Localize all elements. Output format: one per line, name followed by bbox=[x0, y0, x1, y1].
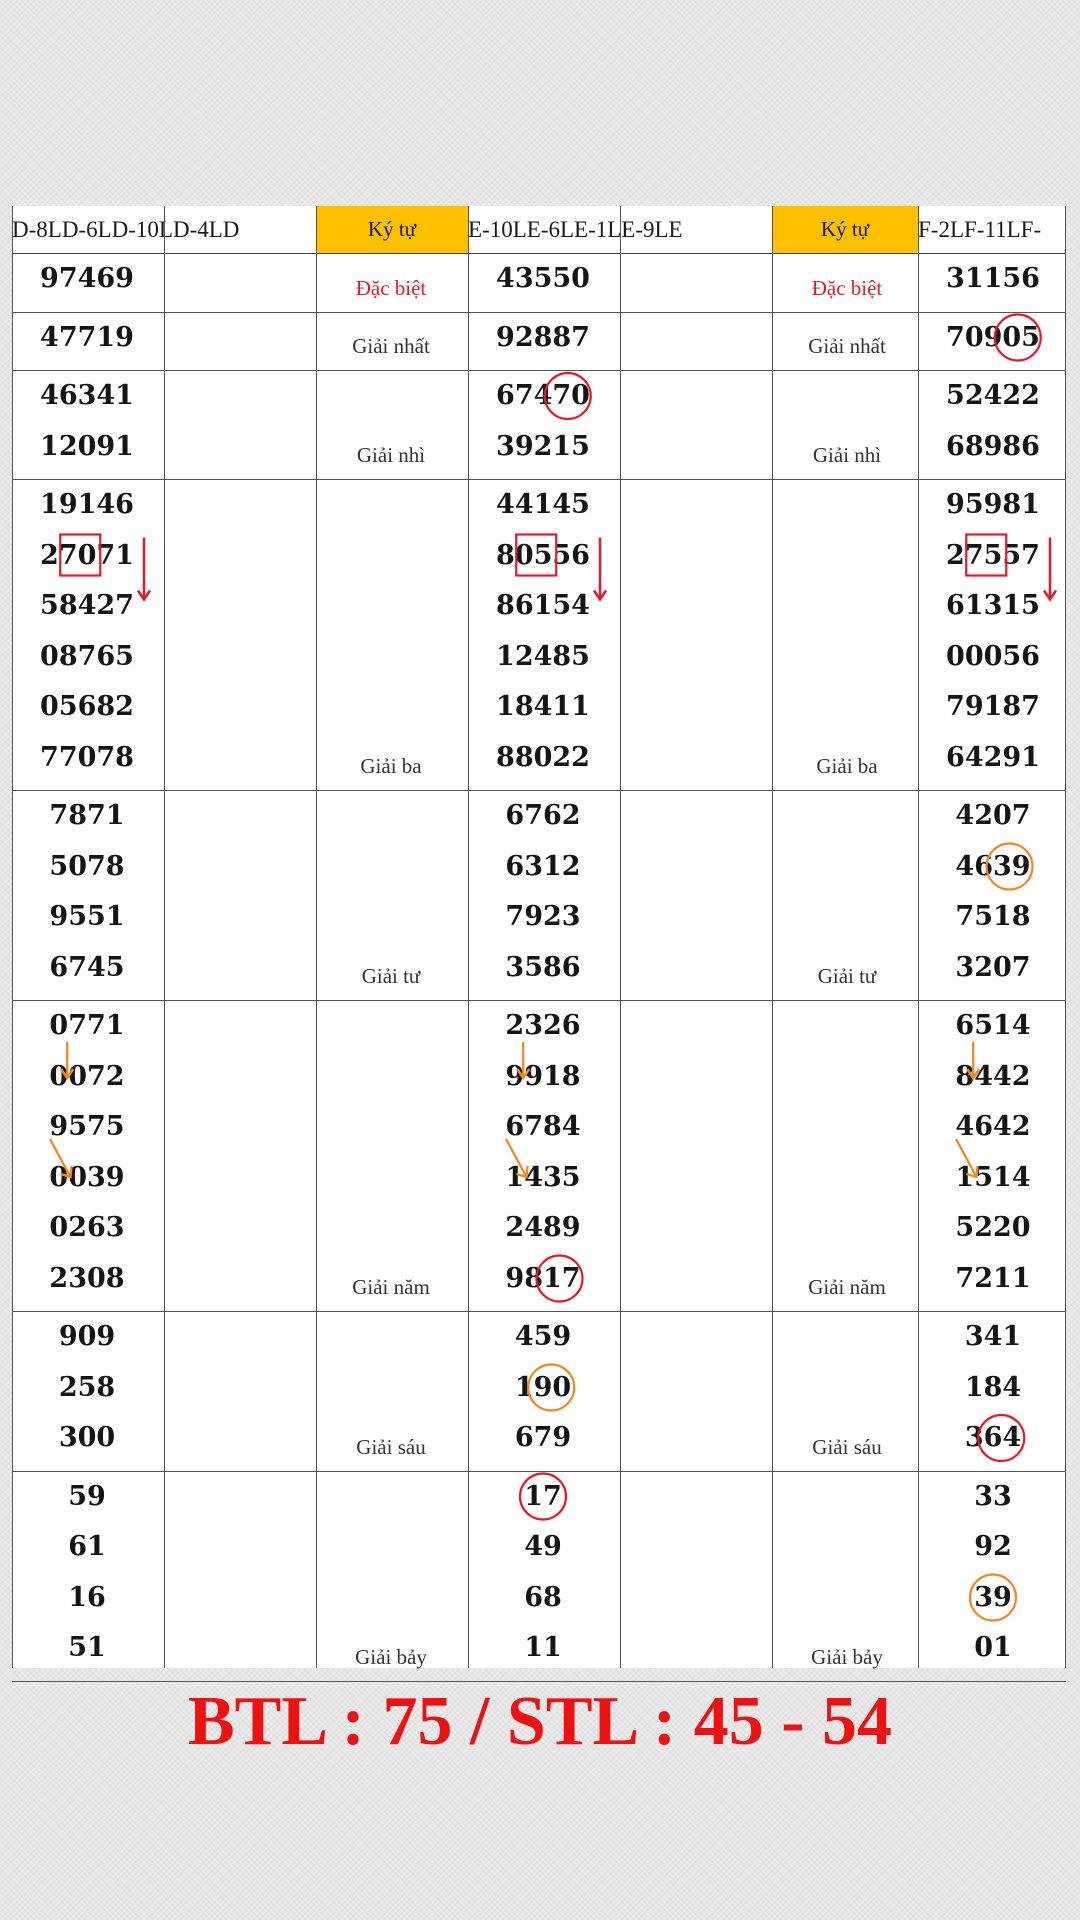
header-ky-tu-2: Ký tự bbox=[772, 206, 918, 254]
result-number: 364 bbox=[964, 1422, 1022, 1453]
result-number: 6312 bbox=[505, 850, 581, 882]
result-number: 27557 bbox=[946, 539, 1040, 571]
result-number: 1514 bbox=[955, 1161, 1031, 1193]
prize-label: Giải tư bbox=[817, 964, 877, 988]
result-number: 909 bbox=[58, 1321, 116, 1352]
result-number: 67470 bbox=[496, 380, 590, 411]
circle-mark bbox=[970, 1575, 1016, 1621]
result-number: 05682 bbox=[40, 691, 134, 722]
result-number: 12091 bbox=[40, 430, 134, 462]
result-number: 1435 bbox=[505, 1161, 581, 1193]
prize-label: Giải bảy bbox=[355, 1644, 427, 1669]
result-number: 5078 bbox=[49, 850, 125, 882]
prize-label: Giải sáu bbox=[812, 1434, 882, 1459]
result-number: 39 bbox=[974, 1581, 1012, 1613]
result-number: 341 bbox=[964, 1321, 1022, 1352]
circle-mark bbox=[520, 1474, 566, 1520]
result-number: 3586 bbox=[505, 951, 581, 983]
result-number: 47719 bbox=[40, 321, 134, 353]
result-number: 11 bbox=[524, 1632, 562, 1663]
result-number: 08765 bbox=[40, 640, 134, 672]
result-number: 7923 bbox=[505, 901, 581, 932]
result-number: 258 bbox=[58, 1371, 116, 1403]
result-number: 2326 bbox=[505, 1010, 581, 1041]
prize-label: Đặc biệt bbox=[355, 275, 427, 300]
result-number: 4207 bbox=[955, 800, 1031, 831]
result-number: 61 bbox=[68, 1531, 106, 1562]
prize-label: Giải sáu bbox=[356, 1434, 426, 1459]
result-number: 6784 bbox=[505, 1111, 581, 1142]
result-number: 9918 bbox=[505, 1060, 581, 1092]
circle-mark bbox=[978, 1415, 1024, 1461]
result-number: 68 bbox=[524, 1581, 562, 1613]
header-col-f: F-2LF-11LF- bbox=[918, 206, 1066, 254]
result-number: 00056 bbox=[946, 640, 1040, 672]
result-number: 9575 bbox=[49, 1111, 125, 1142]
result-number: 19146 bbox=[40, 489, 134, 520]
result-number: 9817 bbox=[505, 1262, 581, 1294]
result-number: 68986 bbox=[946, 430, 1040, 462]
result-number: 4639 bbox=[955, 850, 1031, 882]
diagonal-arrow bbox=[506, 1139, 527, 1177]
result-number: 49 bbox=[524, 1531, 562, 1562]
circle-mark bbox=[528, 1365, 574, 1411]
box-mark bbox=[966, 535, 1006, 576]
result-number: 190 bbox=[514, 1371, 572, 1403]
result-number: 0771 bbox=[49, 1010, 125, 1041]
result-number: 300 bbox=[58, 1422, 116, 1453]
prize-label: Giải tư bbox=[361, 964, 421, 988]
result-number: 33 bbox=[974, 1480, 1012, 1512]
summary-text: BTL : 75 / STL : 45 - 54 bbox=[187, 1683, 893, 1760]
result-number: 6745 bbox=[49, 951, 125, 983]
result-number: 95981 bbox=[946, 489, 1040, 520]
result-number: 77078 bbox=[40, 741, 134, 773]
result-number: 44145 bbox=[496, 489, 590, 520]
box-mark bbox=[516, 535, 556, 576]
result-number: 79187 bbox=[946, 691, 1040, 722]
prize-label: Giải năm bbox=[352, 1275, 430, 1299]
lottery-table bbox=[12, 206, 1066, 1668]
result-number: 52422 bbox=[946, 380, 1040, 411]
annotation-layer bbox=[12, 206, 1066, 1668]
result-number: 5220 bbox=[955, 1212, 1031, 1243]
result-number: 51 bbox=[68, 1632, 106, 1663]
result-number: 17 bbox=[524, 1480, 562, 1512]
result-number: 0072 bbox=[49, 1060, 125, 1092]
circle-mark bbox=[537, 1256, 583, 1302]
result-number: 86154 bbox=[496, 590, 590, 621]
result-number: 0039 bbox=[49, 1161, 125, 1193]
result-number: 12485 bbox=[496, 640, 590, 672]
prize-label: Giải ba bbox=[816, 754, 878, 778]
result-number: 679 bbox=[514, 1422, 572, 1453]
result-number: 39215 bbox=[496, 430, 590, 462]
result-number: 27071 bbox=[40, 539, 134, 571]
result-number: 18411 bbox=[496, 691, 590, 722]
box-mark bbox=[60, 535, 100, 576]
result-number: 184 bbox=[964, 1371, 1022, 1403]
result-number: 7518 bbox=[955, 901, 1031, 932]
prize-label: Đặc biệt bbox=[811, 275, 883, 300]
result-number: 459 bbox=[514, 1321, 572, 1352]
result-number: 2308 bbox=[49, 1262, 125, 1294]
result-number: 7871 bbox=[49, 800, 125, 831]
prize-label: Giải nhì bbox=[356, 443, 426, 467]
result-number: 4642 bbox=[955, 1111, 1031, 1142]
result-number: 59 bbox=[68, 1480, 106, 1512]
result-number: 43550 bbox=[496, 263, 590, 294]
circle-mark bbox=[545, 373, 591, 419]
prize-label: Giải bảy bbox=[811, 1644, 883, 1669]
prize-label: Giải nhì bbox=[812, 443, 882, 467]
result-number: 97469 bbox=[40, 263, 134, 294]
header-col-d: D-8LD-6LD-10LD-4LD bbox=[12, 206, 164, 254]
result-number: 46341 bbox=[40, 380, 134, 411]
circle-mark bbox=[987, 844, 1033, 890]
result-number: 01 bbox=[974, 1632, 1012, 1663]
result-number: 2489 bbox=[505, 1212, 581, 1243]
result-number: 61315 bbox=[946, 590, 1040, 621]
result-number: 31156 bbox=[946, 263, 1040, 294]
result-number: 9551 bbox=[49, 901, 125, 932]
result-number: 58427 bbox=[40, 590, 134, 621]
circle-mark bbox=[995, 315, 1041, 361]
header-ky-tu-1: Ký tự bbox=[316, 206, 468, 254]
result-number: 92887 bbox=[496, 321, 590, 353]
result-number: 70905 bbox=[946, 321, 1040, 353]
prize-label: Giải nhất bbox=[808, 334, 886, 358]
header-col-e: E-10LE-6LE-1LE-9LE bbox=[468, 206, 620, 254]
result-number: 3207 bbox=[955, 951, 1031, 983]
result-number: 6762 bbox=[505, 800, 581, 831]
result-number: 6514 bbox=[955, 1010, 1031, 1041]
result-number: 64291 bbox=[946, 741, 1040, 773]
result-number: 80556 bbox=[496, 539, 590, 571]
prize-label: Giải năm bbox=[808, 1275, 886, 1299]
result-number: 88022 bbox=[496, 741, 590, 773]
result-number: 7211 bbox=[955, 1262, 1031, 1294]
prize-label: Giải ba bbox=[360, 754, 422, 778]
prize-label: Giải nhất bbox=[352, 334, 430, 358]
result-number: 0263 bbox=[49, 1212, 125, 1243]
result-number: 16 bbox=[68, 1581, 106, 1613]
result-number: 8442 bbox=[955, 1060, 1031, 1092]
diagonal-arrow bbox=[50, 1139, 71, 1177]
diagonal-arrow bbox=[956, 1139, 977, 1177]
result-number: 92 bbox=[974, 1531, 1012, 1562]
